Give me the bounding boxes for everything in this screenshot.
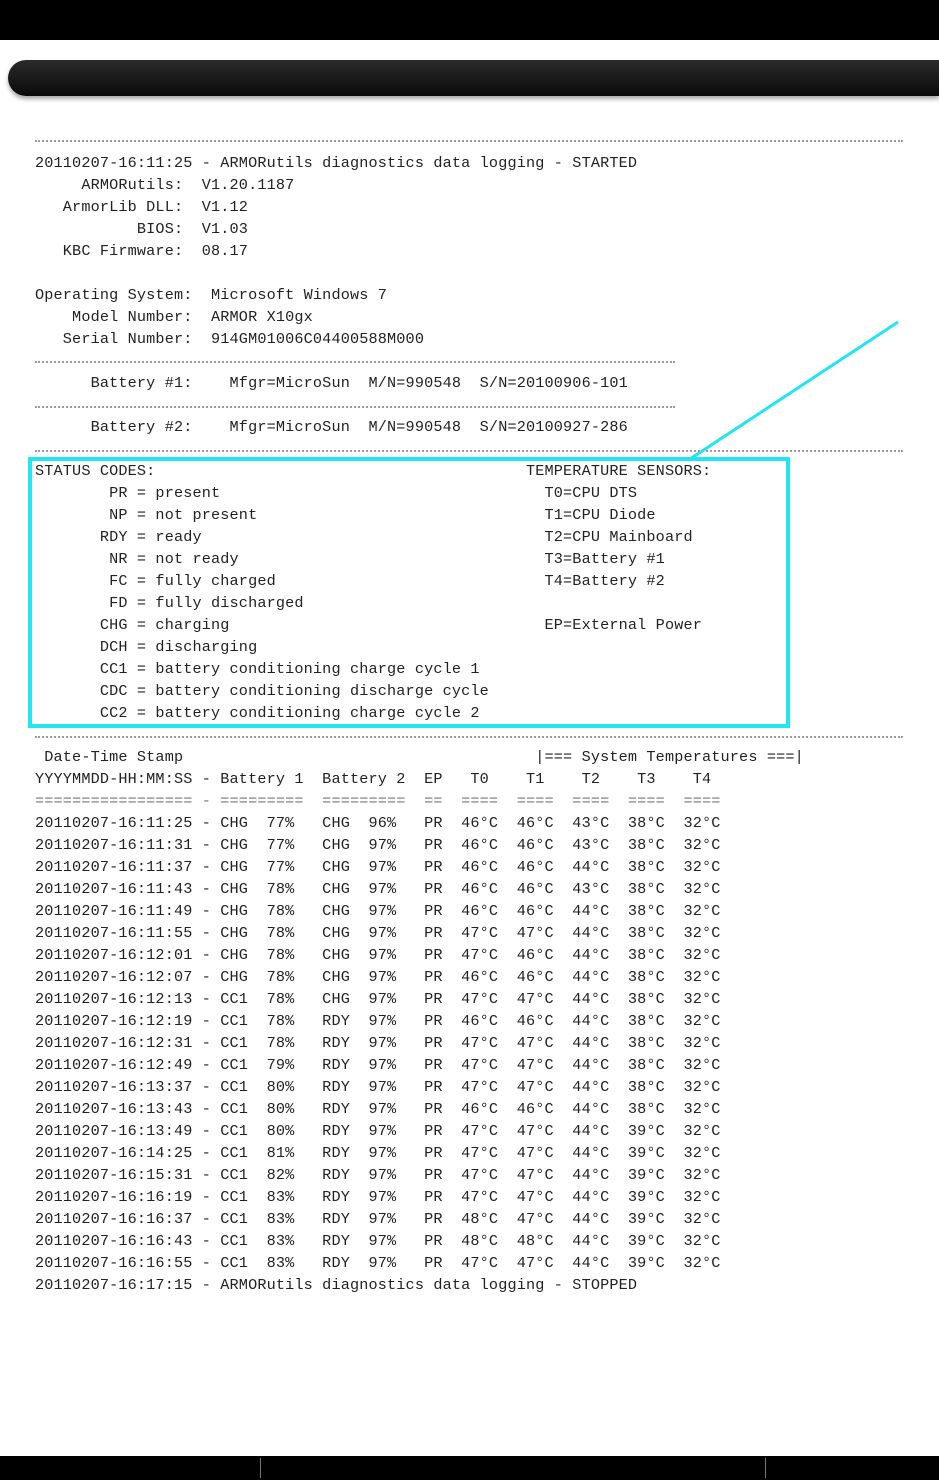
table-row: 20110207-16:16:55 - CC1 83% RDY 97% PR 47°C 47°C 44°C 39°C 32°C — [35, 1254, 721, 1272]
battery1-line: Battery #1: Mfgr=MicroSun M/N=990548 S/N=20100906-101 — [35, 374, 628, 392]
table-row: 20110207-16:13:37 - CC1 80% RDY 97% PR 47°C 47°C 44°C 38°C 32°C — [35, 1078, 721, 1096]
system-line-os: Operating System: Microsoft Windows 7 — [35, 286, 388, 304]
version-line-kbc: KBC Firmware: 08.17 — [35, 242, 249, 260]
table-header-line-1: Date-Time Stamp |=== System Temperatures ===| — [35, 748, 804, 766]
log-started-line: 20110207-16:11:25 - ARMORutils diagnostics data logging - STARTED — [35, 154, 638, 172]
battery2-line: Battery #2: Mfgr=MicroSun M/N=990548 S/N=20100927-286 — [35, 418, 628, 436]
table-row: 20110207-16:11:55 - CHG 78% CHG 97% PR 47°C 47°C 44°C 38°C 32°C — [35, 924, 721, 942]
table-row: 20110207-16:12:01 - CHG 78% CHG 97% PR 47°C 46°C 44°C 38°C 32°C — [35, 946, 721, 964]
table-row: 20110207-16:12:49 - CC1 79% RDY 97% PR 47°C 47°C 44°C 38°C 32°C — [35, 1056, 721, 1074]
system-line-serial: Serial Number: 914GM01006C04400588M000 — [35, 330, 425, 348]
status-code-chg: CHG = charging EP=External Power — [35, 616, 703, 634]
log-separator-battery2 — [35, 406, 675, 408]
table-row: 20110207-16:11:49 - CHG 78% CHG 97% PR 46°C 46°C 44°C 38°C 32°C — [35, 902, 721, 920]
status-code-rdy: RDY = ready T2=CPU Mainboard — [35, 528, 693, 546]
table-row: 20110207-16:12:07 - CHG 78% CHG 97% PR 46°C 46°C 44°C 38°C 32°C — [35, 968, 721, 986]
table-row: 20110207-16:11:25 - CHG 77% CHG 96% PR 46°C 46°C 43°C 38°C 32°C — [35, 814, 721, 832]
bottom-black-bar — [0, 1456, 939, 1480]
table-row: 20110207-16:14:25 - CC1 81% RDY 97% PR 47°C 47°C 44°C 39°C 32°C — [35, 1144, 721, 1162]
footer-divider — [765, 1458, 766, 1478]
status-code-np: NP = not present T1=CPU Diode — [35, 506, 656, 524]
log-separator-battery1 — [35, 361, 675, 363]
table-row: 20110207-16:13:43 - CC1 80% RDY 97% PR 46°C 46°C 44°C 38°C 32°C — [35, 1100, 721, 1118]
log-stopped-line: 20110207-16:17:15 - ARMORutils diagnostics data logging - STOPPED — [35, 1276, 638, 1294]
log-separator-status — [35, 450, 903, 452]
log-separator-table — [35, 736, 903, 738]
table-row: 20110207-16:16:37 - CC1 83% RDY 97% PR 48°C 47°C 44°C 39°C 32°C — [35, 1210, 721, 1228]
table-header-underline: ================= - ========= ========= == ==== ==== ==== ==== ==== — [35, 792, 721, 810]
status-code-nr: NR = not ready T3=Battery #1 — [35, 550, 665, 568]
status-codes-header: STATUS CODES: TEMPERATURE SENSORS: — [35, 462, 712, 480]
version-line-bios: BIOS: V1.03 — [35, 220, 249, 238]
status-code-cdc: CDC = battery conditioning discharge cycle — [35, 682, 489, 700]
table-row: 20110207-16:16:19 - CC1 83% RDY 97% PR 47°C 47°C 44°C 39°C 32°C — [35, 1188, 721, 1206]
status-code-cc1: CC1 = battery conditioning charge cycle 1 — [35, 660, 480, 678]
table-row: 20110207-16:12:13 - CC1 78% CHG 97% PR 47°C 47°C 44°C 38°C 32°C — [35, 990, 721, 1008]
version-line-armorlib: ArmorLib DLL: V1.12 — [35, 198, 249, 216]
status-codes-callout — [28, 457, 790, 728]
table-row: 20110207-16:11:31 - CHG 77% CHG 97% PR 46°C 46°C 43°C 38°C 32°C — [35, 836, 721, 854]
table-row: 20110207-16:11:43 - CHG 78% CHG 97% PR 46°C 46°C 43°C 38°C 32°C — [35, 880, 721, 898]
status-code-cc2: CC2 = battery conditioning charge cycle 2 — [35, 704, 480, 722]
status-code-fd: FD = fully discharged — [35, 594, 304, 612]
log-separator-top — [35, 140, 903, 142]
table-row: 20110207-16:13:49 - CC1 80% RDY 97% PR 47°C 47°C 44°C 39°C 32°C — [35, 1122, 721, 1140]
table-header-line-2: YYYYMMDD-HH:MM:SS - Battery 1 Battery 2 EP T0 T1 T2 T3 T4 — [35, 770, 712, 788]
status-code-fc: FC = fully charged T4=Battery #2 — [35, 572, 665, 590]
table-row: 20110207-16:15:31 - CC1 82% RDY 97% PR 47°C 47°C 44°C 39°C 32°C — [35, 1166, 721, 1184]
footer-divider — [260, 1458, 261, 1478]
table-row: 20110207-16:12:19 - CC1 78% RDY 97% PR 46°C 46°C 44°C 38°C 32°C — [35, 1012, 721, 1030]
table-row: 20110207-16:16:43 - CC1 83% RDY 97% PR 48°C 48°C 44°C 39°C 32°C — [35, 1232, 721, 1250]
status-code-pr: PR = present T0=CPU DTS — [35, 484, 638, 502]
version-line-armorutils: ARMORutils: V1.20.1187 — [35, 176, 295, 194]
status-code-dch: DCH = discharging — [35, 638, 258, 656]
table-row: 20110207-16:12:31 - CC1 78% RDY 97% PR 47°C 47°C 44°C 38°C 32°C — [35, 1034, 721, 1052]
system-line-model: Model Number: ARMOR X10gx — [35, 308, 313, 326]
table-row: 20110207-16:11:37 - CHG 77% CHG 97% PR 46°C 46°C 44°C 38°C 32°C — [35, 858, 721, 876]
